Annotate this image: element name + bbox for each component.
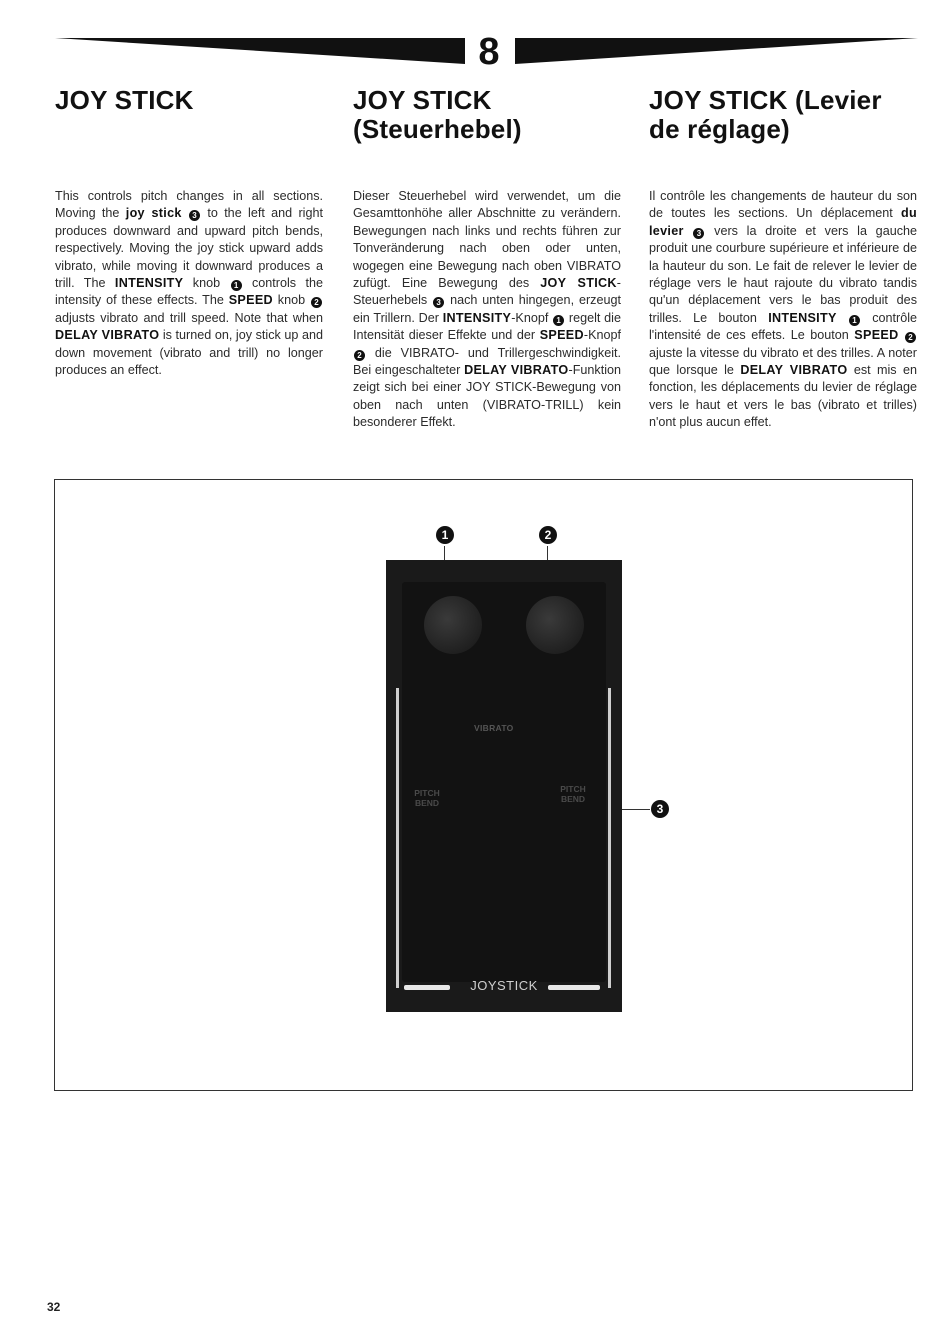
joystick-panel-photo bbox=[386, 560, 622, 1012]
pitch-bend-label-left: PITCH BEND bbox=[414, 788, 440, 808]
callout-leader-2 bbox=[547, 546, 548, 560]
page-number: 32 bbox=[47, 1300, 61, 1314]
column-german bbox=[353, 85, 621, 430]
joystick-label: JOYSTICK bbox=[470, 978, 538, 993]
column-body: Dieser Steuerhebel wird verwendet, um die Gesamttonhöhe aller Abschnitte zu verändern. Bewegungen nach links und rechts führen zur Tonveränderung nach oben oder unten, wogegen eine Bewegung nach oben VIBRATO zufügt. Eine Bewegung des JOY STICK-Steuerhebels 3 nach unten hingegen, erzeugt ein Trillern. Der INTENSITY-Knopf 1 regelt die Intensität dieser Effekte und der SPEED-Knopf 2 die VIBRATO- und Trillergeschwindigkeit. Bei eingeschalteter DELAY VIBRATO-Funktion zeigt sich bei einer JOY STICK-Bewegung von oben nach unten (VIBRATO-TRILL) kein besonderer Effekt. bbox=[353, 189, 621, 430]
left-rail bbox=[396, 688, 399, 988]
callout-leader-3 bbox=[622, 809, 650, 810]
pitch-bend-label-right: PITCH BEND bbox=[560, 784, 586, 804]
column-english bbox=[55, 85, 323, 378]
column-title: JOY STICK bbox=[55, 85, 194, 115]
right-rail bbox=[608, 688, 611, 988]
column-body: This controls pitch changes in all sections. Moving the joy stick 3 to the left and right produces downward and upward pitch bends, respectively. Moving the joy stick upward adds vibrato, while moving it downward produces a trill. The INTENSITY knob 1 controls the intensity of these effects. The SPEED knob 2 adjusts vibrato and trill speed. Note that when DELAY VIBRATO is turned on, joy stick up and down movement (vibrato and trill) no longer produces an effect. bbox=[55, 189, 323, 378]
section-number: 8 bbox=[478, 31, 500, 73]
speed-knob bbox=[526, 596, 584, 654]
joystick-figure bbox=[54, 479, 913, 1091]
column-title: JOY STICK (Levier de réglage) bbox=[649, 85, 882, 144]
callout-leader-1 bbox=[444, 546, 445, 560]
callout-1: 1 bbox=[436, 526, 454, 544]
column-title: JOY STICK (Steuerhebel) bbox=[353, 85, 522, 144]
callout-3: 3 bbox=[651, 800, 669, 818]
callout-2: 2 bbox=[539, 526, 557, 544]
column-french bbox=[649, 85, 918, 430]
intensity-knob bbox=[424, 596, 482, 654]
vibrato-label: VIBRATO bbox=[474, 723, 514, 733]
column-body: Il contrôle les changements de hauteur du son de toutes les sections. Un déplacement du levier 3 vers la droite et vers la gauche produit une courbure supérieure et inférieure de la hauteur du son. Le fait de relever le levier de réglage vers le haut rajoute du vibrato tandis qu'un déplacement vers le bas produit des trilles. Le bouton INTENSITY 1 contrôle l'intensité de ces effets. Le bouton SPEED 2 ajuste la vitesse du vibrato et des trilles. A noter que lorsque le DELAY VIBRATO est mis en fonction, les déplacements du levier de réglage vers le haut et vers le bas (vibrato et trilles) n'ont plus aucun effet. bbox=[649, 189, 918, 430]
